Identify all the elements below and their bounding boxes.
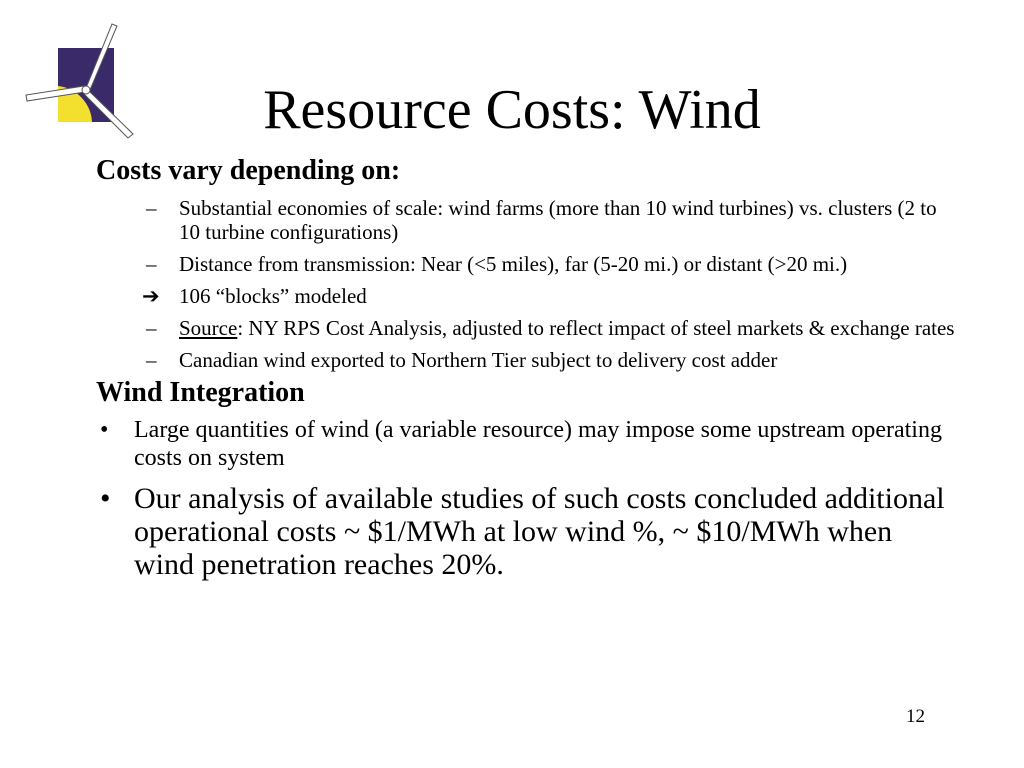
source-label: Source — [179, 316, 238, 340]
slide-title: Resource Costs: Wind — [263, 79, 761, 141]
bullet-text: Our analysis of available studies of such costs concluded additional operational costs ~ $1/MWh at low wind %, ~ $10/MWh when wind penetration reaches 20%. — [134, 482, 945, 581]
section-heading-integration: Wind Integration — [96, 377, 305, 408]
bullet-marker: • — [100, 482, 111, 515]
list-item — [96, 252, 956, 276]
list-item-text: Substantial economies of scale: wind farms (more than 10 wind turbines) vs. clusters (2 to 10 turbine configurations) — [179, 196, 937, 244]
list-item — [96, 196, 956, 244]
bullet-text: Large quantities of wind (a variable resource) may impose some upstream operating costs on system — [134, 417, 942, 471]
list-item — [96, 316, 956, 340]
dash-marker: – — [146, 316, 157, 340]
arrow-icon: ➔ — [142, 284, 160, 308]
list-item — [96, 348, 956, 372]
page-number: 12 — [906, 706, 925, 727]
bullet-item — [96, 416, 956, 472]
bullet-marker: • — [100, 417, 109, 443]
section-heading-costs: Costs vary depending on: — [96, 155, 401, 186]
list-item-text: : NY RPS Cost Analysis, adjusted to reflect impact of steel markets & exchange rates — [237, 316, 955, 340]
bullet-item — [96, 482, 956, 581]
list-item-text: Distance from transmission: Near (<5 miles), far (5-20 mi.) or distant (>20 mi.) — [179, 252, 848, 276]
list-item-text: Canadian wind exported to Northern Tier subject to delivery cost adder — [179, 348, 778, 372]
dash-marker: – — [146, 196, 157, 220]
list-item — [96, 284, 956, 308]
slide-body — [96, 154, 956, 581]
cost-factors-list — [96, 196, 956, 372]
integration-bullets — [96, 416, 956, 581]
list-item-text: 106 “blocks” modeled — [179, 284, 367, 308]
dash-marker: – — [146, 252, 157, 276]
dash-marker: – — [146, 348, 157, 372]
